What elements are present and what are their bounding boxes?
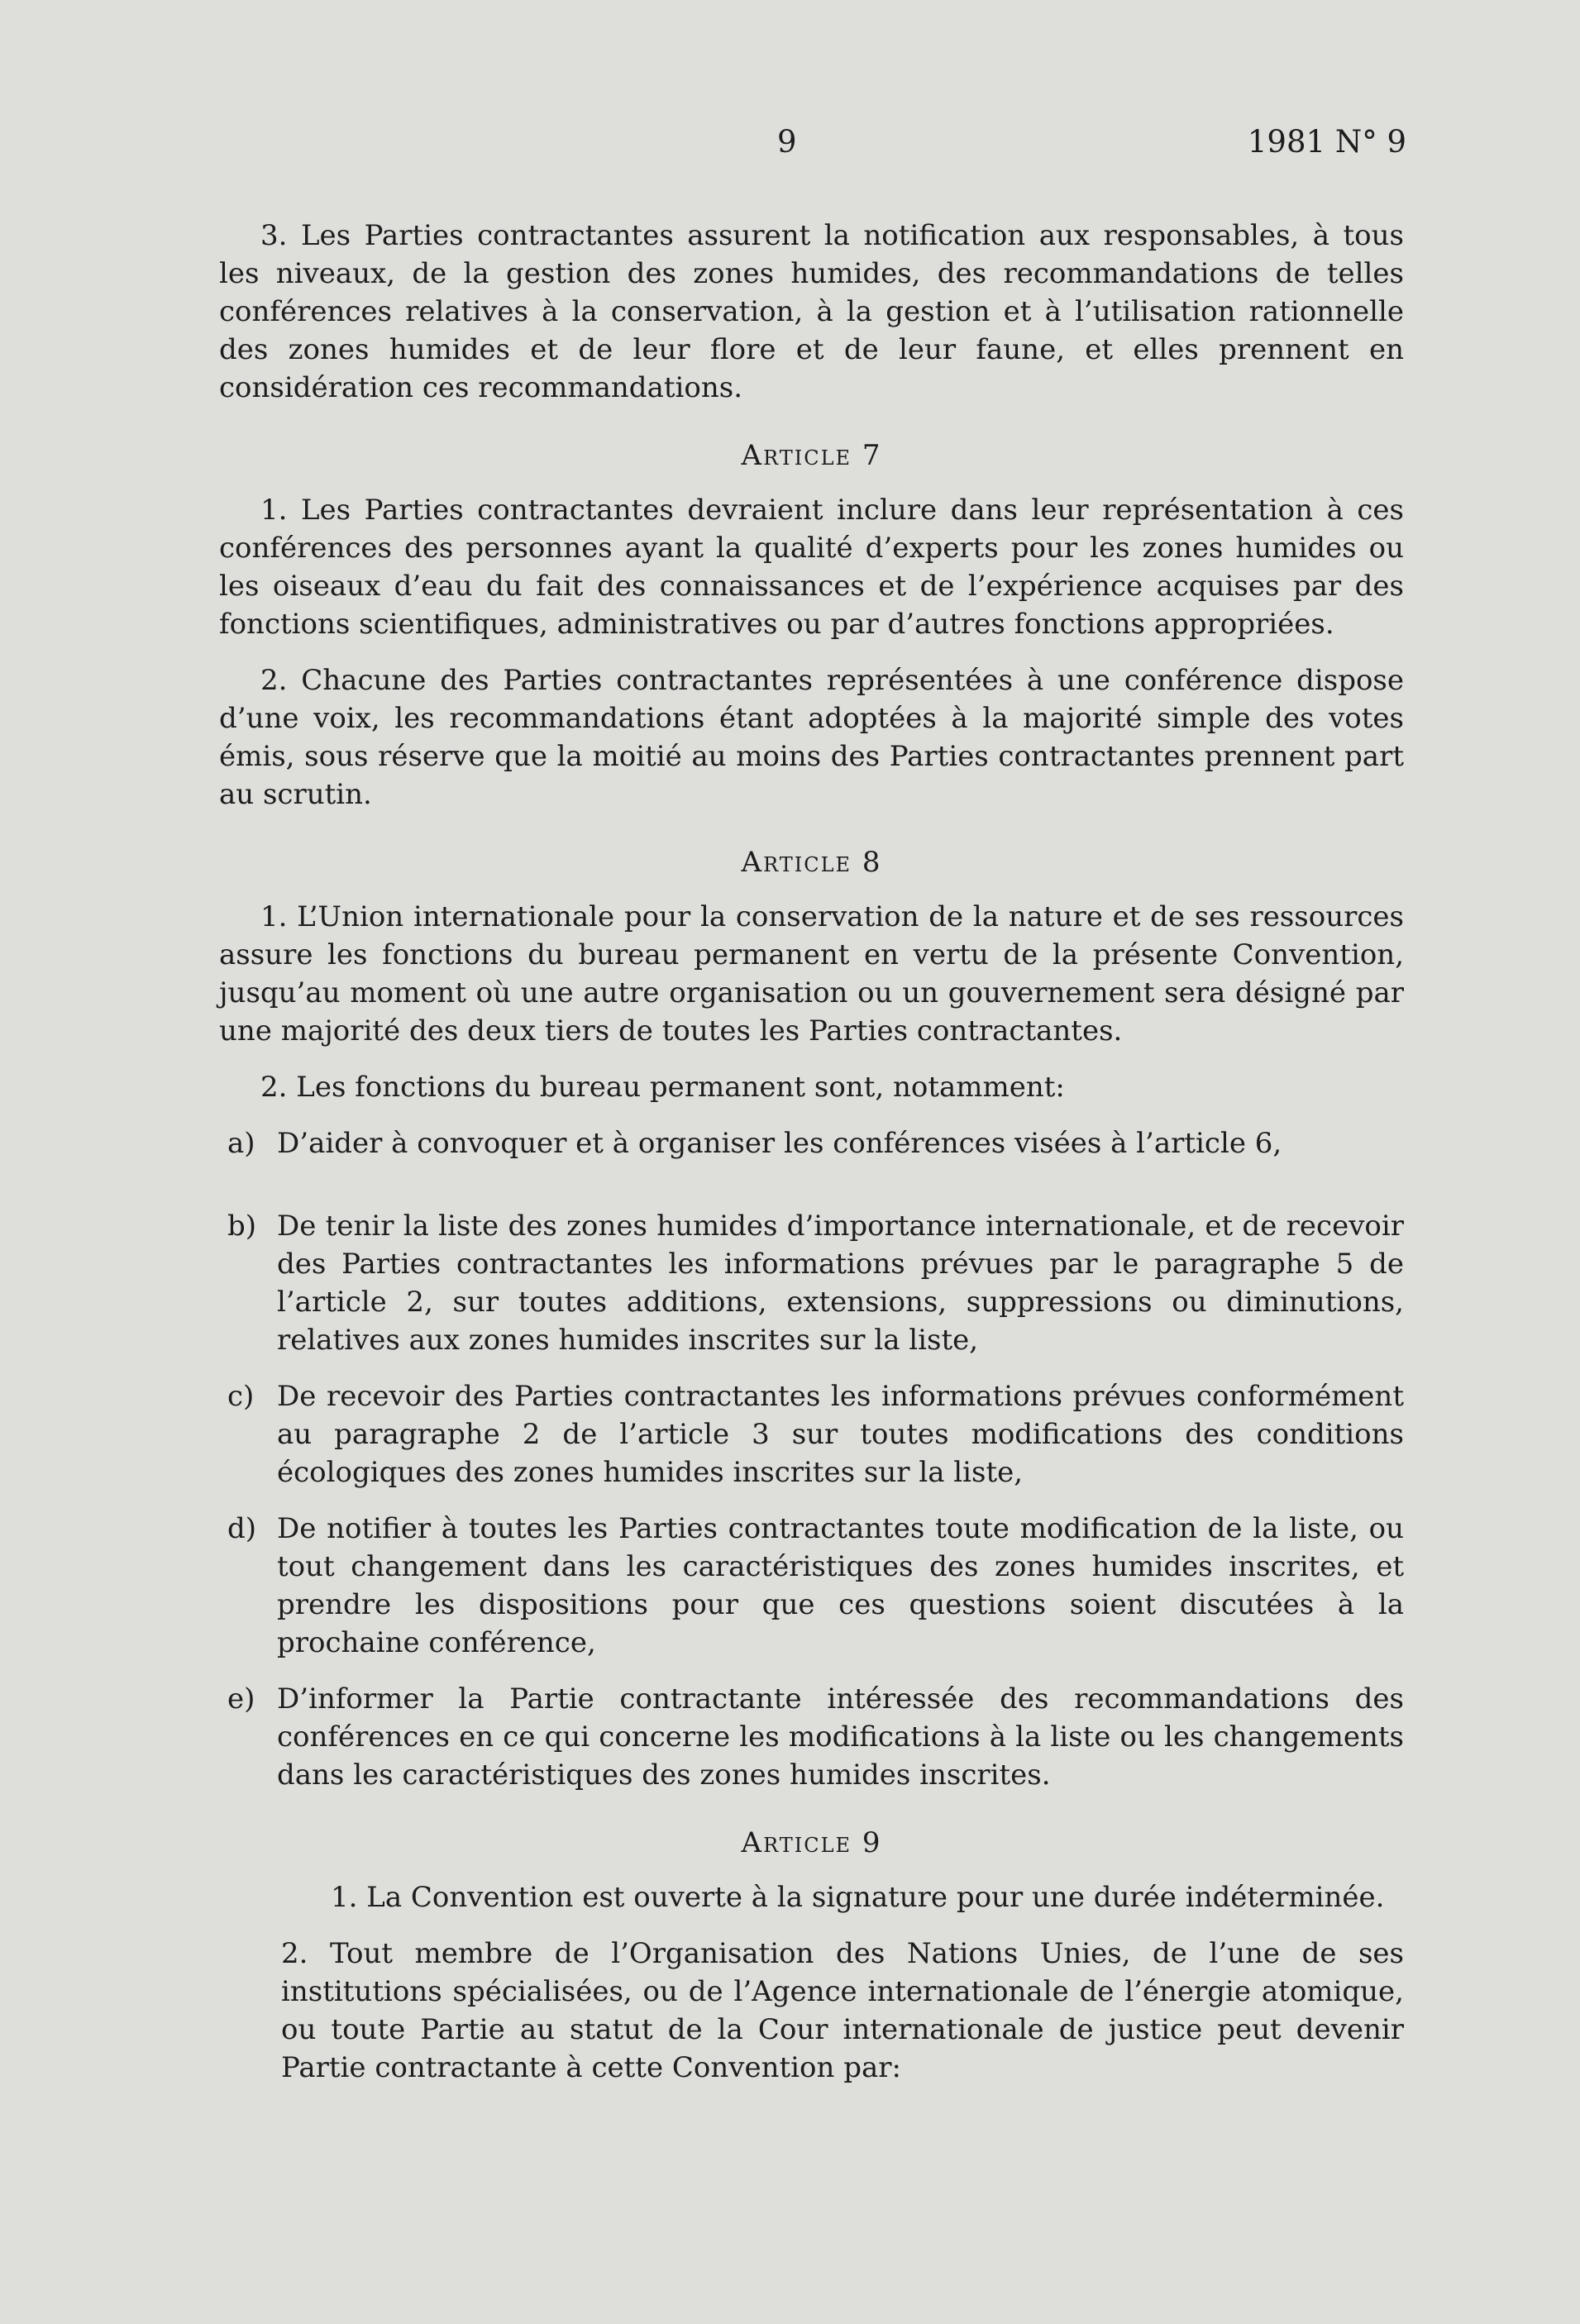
page-number: 9 — [777, 124, 797, 160]
article-8-heading: Article 8 — [741, 846, 882, 879]
list-item-label: d) — [227, 1512, 257, 1545]
list-item — [219, 1510, 1404, 1662]
intro-paragraph: 3. Les Parties contractantes assurent la notification aux responsables, à tous les niveaux, de la gestion des zones humides, des recommandations de telles conférences relatives à la conservation, à la gestion et à l’utilisation rationnelle des zones humides et de leur flore et de leur faune, et elles prennent en considération ces recommandations. — [219, 219, 1404, 404]
list-item — [219, 1207, 1404, 1359]
list-item-text: De recevoir des Parties contractantes les informations prévues conformément au paragraphe 2 de l’article 3 sur toutes modifications des conditions écologiques des zones humides inscrites sur la liste, — [277, 1380, 1404, 1489]
list-item-text: D’informer la Partie contractante intéressée des recommandations des conférences en ce qui concerne les modifications à la liste ou les changements dans les caractéristiques des zones humides inscrites. — [277, 1682, 1404, 1792]
list-item-label: e) — [227, 1682, 255, 1716]
list-item-text: D’aider à convoquer et à organiser les conférences visées à l’article 6, — [277, 1127, 1282, 1160]
document-reference: 1981 N° 9 — [1247, 124, 1406, 160]
article-7-heading: Article 7 — [741, 439, 882, 472]
list-item — [219, 1124, 1404, 1162]
list-item-label: b) — [227, 1210, 257, 1243]
article-7-paragraph-2: 2. Chacune des Parties contractantes représentées à une conférence dispose d’une voix, les recommandations étant adoptées à la majorité simple des votes émis, sous réserve que la moitié au moins des Parties contractantes prennent part au scrutin. — [219, 664, 1404, 811]
page-header — [0, 124, 1580, 174]
list-item-text: De tenir la liste des zones humides d’importance internationale, et de recevoir des Parties contractantes les informations prévues par le paragraphe 5 de l’article 2, sur toutes additions, extensions, suppressions ou diminutions, relatives aux zones humides inscrites sur la liste, — [277, 1210, 1404, 1357]
list-item — [219, 1680, 1404, 1794]
list-item-label: a) — [227, 1127, 255, 1160]
page-content — [219, 217, 1404, 2087]
article-9-heading: Article 9 — [741, 1826, 882, 1859]
article-9-paragraph-1: 1. La Convention est ouverte à la signature pour une durée indéterminée. — [331, 1881, 1385, 1914]
article-7-paragraph-1: 1. Les Parties contractantes devraient inclure dans leur représentation à ces conférences des personnes ayant la qualité d’experts pour les zones humides ou les oiseaux d’eau du fait des connaissances et de l’expérience acquises par des fonctions scientifiques, administratives ou par d’autres fonctions appropriées. — [219, 494, 1404, 641]
list-item — [219, 1377, 1404, 1491]
article-8-paragraph-1: 1. L’Union internationale pour la conservation de la nature et de ses ressources assure les fonctions du bureau permanent en vertu de la présente Convention, jusqu’au moment où une autre organisation ou un gouvernement sera désigné par une majorité des deux tiers de toutes les Parties contractantes. — [219, 900, 1404, 1047]
list-item-label: c) — [227, 1380, 255, 1413]
article-8-paragraph-2: 2. Les fonctions du bureau permanent sont, notamment: — [260, 1071, 1065, 1104]
list-item-text: De notifier à toutes les Parties contractantes toute modification de la liste, ou tout changement dans les caractéristiques des zones humides inscrites, et prendre les dispositions pour que ces questions soient discutées à la prochaine conférence, — [277, 1512, 1404, 1659]
article-9-paragraph-2: 2. Tout membre de l’Organisation des Nations Unies, de l’une de ses institutions spécialisées, ou de l’Agence internationale de l’énergie atomique, ou toute Partie au statut de la Cour internationale de justice peut devenir Partie contractante à cette Convention par: — [281, 1937, 1404, 2084]
